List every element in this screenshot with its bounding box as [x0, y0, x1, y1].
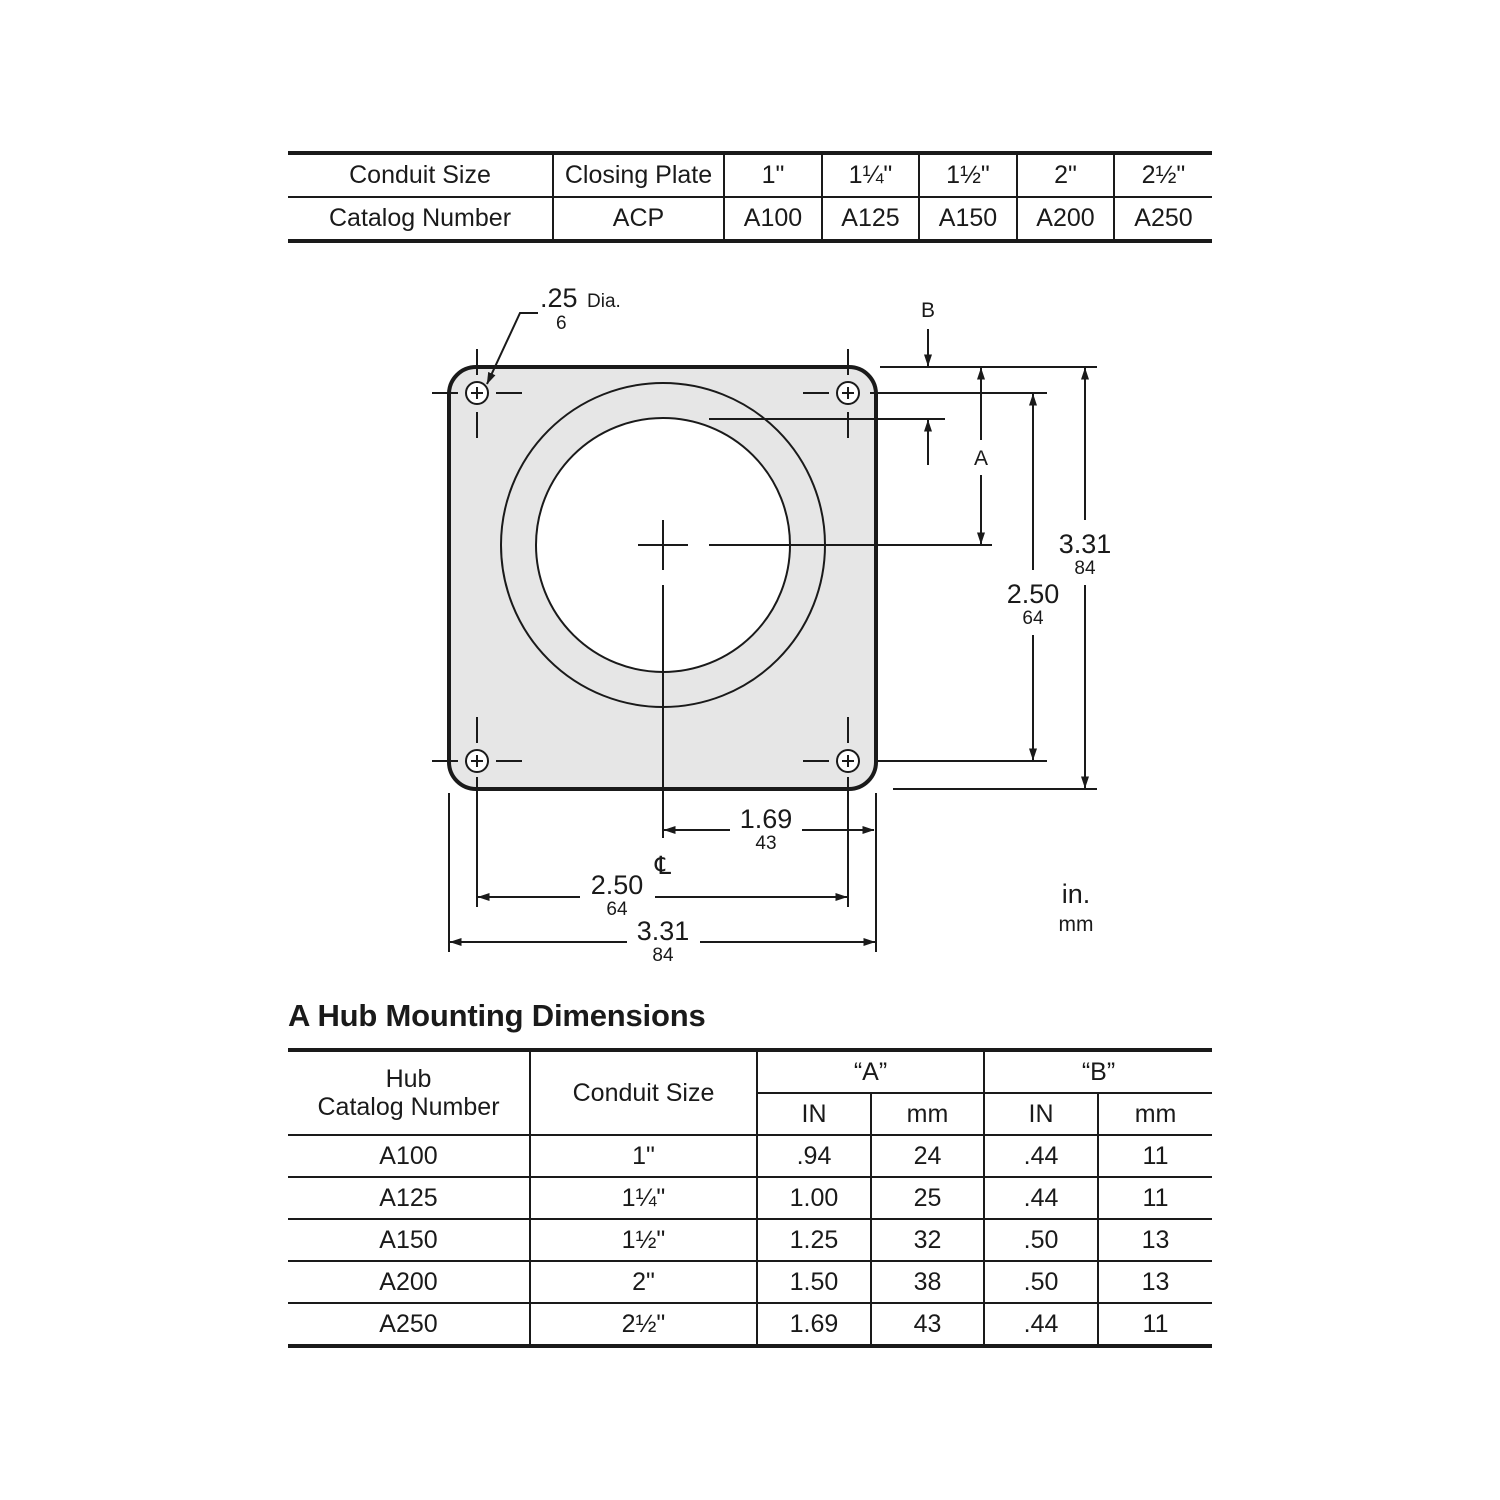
- hole-spacing-horizontal-mm: 64: [606, 899, 628, 920]
- row-label-catalog-number: Catalog Number: [288, 197, 553, 241]
- header-a-mm: mm: [871, 1093, 984, 1135]
- plate-width-mm: 84: [652, 945, 674, 966]
- centerline-symbol: ℄: [654, 852, 672, 880]
- hub-catalog-cell: A125: [288, 1177, 530, 1219]
- catalog-number-cell: A150: [919, 197, 1017, 241]
- hub-catalog-cell: A200: [288, 1261, 530, 1303]
- catalog-number-cell: A200: [1017, 197, 1114, 241]
- table-row: [288, 1135, 1212, 1177]
- hole-diameter-in: .25: [540, 283, 578, 313]
- catalog-number-cell: A250: [1114, 197, 1212, 241]
- conduit-size-cell: 1¼": [530, 1177, 757, 1219]
- a-mm-cell: 32: [871, 1219, 984, 1261]
- header-dimension-b: “B”: [984, 1050, 1212, 1093]
- conduit-size-cell: 1½": [530, 1219, 757, 1261]
- b-in-cell: .44: [984, 1177, 1098, 1219]
- b-in-cell: .50: [984, 1261, 1098, 1303]
- plate-width-in: 3.31: [636, 916, 690, 946]
- conduit-size-cell: 2": [1017, 153, 1114, 197]
- a-in-cell: 1.25: [757, 1219, 871, 1261]
- hole-spacing-horizontal-in: 2.50: [590, 870, 644, 900]
- hole-spacing-vertical-in: 2.50: [1006, 579, 1060, 609]
- a-in-cell: .94: [757, 1135, 871, 1177]
- units-secondary: mm: [1058, 913, 1094, 936]
- hub-table-title: A Hub Mounting Dimensions: [288, 998, 706, 1033]
- plate-height-mm: 84: [1074, 558, 1096, 579]
- a-in-cell: 1.00: [757, 1177, 871, 1219]
- hub-catalog-cell: A150: [288, 1219, 530, 1261]
- hole-spacing-vertical-mm: 64: [1022, 608, 1044, 629]
- b-mm-cell: 11: [1098, 1303, 1212, 1346]
- hub-catalog-cell: A250: [288, 1303, 530, 1346]
- header-hub-line2: Catalog Number: [317, 1093, 500, 1121]
- header-dimension-a: “A”: [757, 1050, 984, 1093]
- table-row: [288, 1261, 1212, 1303]
- half-width-mm: 43: [755, 833, 777, 854]
- header-a-in: IN: [757, 1093, 871, 1135]
- conduit-size-cell: 1": [530, 1135, 757, 1177]
- header-b-mm: mm: [1098, 1093, 1212, 1135]
- conduit-size-cell: 2½": [1114, 153, 1212, 197]
- b-mm-cell: 13: [1098, 1261, 1212, 1303]
- a-mm-cell: 25: [871, 1177, 984, 1219]
- half-width-in: 1.69: [739, 804, 793, 834]
- conduit-size-cell: 1½": [919, 153, 1017, 197]
- hole-diameter-label: Dia.: [587, 291, 621, 312]
- b-mm-cell: 11: [1098, 1135, 1212, 1177]
- units-primary: in.: [1061, 879, 1091, 909]
- conduit-size-cell: 2½": [530, 1303, 757, 1346]
- b-mm-cell: 11: [1098, 1177, 1212, 1219]
- header-hub-line1: Hub: [385, 1065, 432, 1093]
- a-mm-cell: 24: [871, 1135, 984, 1177]
- table-row: [288, 1303, 1212, 1346]
- table-row: [288, 1177, 1212, 1219]
- a-mm-cell: 43: [871, 1303, 984, 1346]
- a-in-cell: 1.69: [757, 1303, 871, 1346]
- conduit-size-cell: 1": [724, 153, 822, 197]
- conduit-size-cell: 1¼": [822, 153, 919, 197]
- b-in-cell: .44: [984, 1303, 1098, 1346]
- b-mm-cell: 13: [1098, 1219, 1212, 1261]
- hub-dimensions-table: [288, 1048, 1212, 1348]
- header-hub-catalog-number: [288, 1050, 530, 1135]
- hub-catalog-cell: A100: [288, 1135, 530, 1177]
- a-in-cell: 1.50: [757, 1261, 871, 1303]
- catalog-number-cell: A100: [724, 197, 822, 241]
- a-mm-cell: 38: [871, 1261, 984, 1303]
- dimension-a-label: A: [973, 447, 989, 470]
- closing-plate-catalog: ACP: [553, 197, 724, 241]
- b-in-cell: .50: [984, 1219, 1098, 1261]
- header-b-in: IN: [984, 1093, 1098, 1135]
- hole-diameter-mm: 6: [556, 313, 567, 334]
- plate-height-in: 3.31: [1058, 529, 1112, 559]
- catalog-number-cell: A125: [822, 197, 919, 241]
- table-row: [288, 1219, 1212, 1261]
- closing-plate-header: Closing Plate: [553, 153, 724, 197]
- b-in-cell: .44: [984, 1135, 1098, 1177]
- dimension-b-label: B: [920, 299, 936, 322]
- conduit-size-cell: 2": [530, 1261, 757, 1303]
- header-row-top: [288, 1050, 1212, 1093]
- row-label-conduit-size: Conduit Size: [288, 153, 553, 197]
- header-conduit-size: Conduit Size: [530, 1050, 757, 1135]
